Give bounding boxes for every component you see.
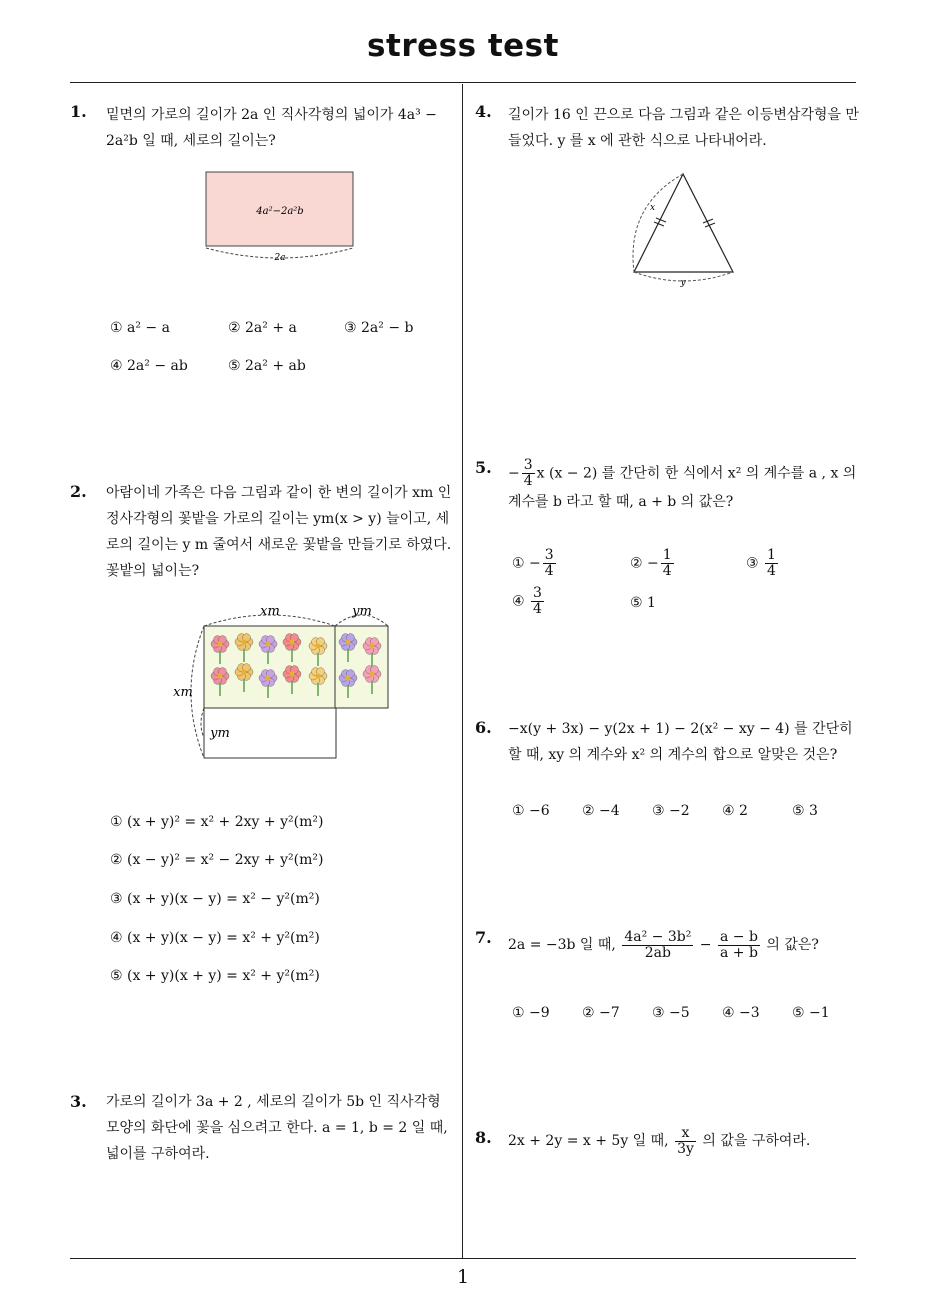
q3-number: 3. — [70, 1092, 87, 1111]
q8-fraction — [675, 1126, 696, 1157]
q5-option-4-numerator: 3 — [533, 585, 542, 601]
q7-fraction-2-numerator: a − b — [719, 928, 758, 945]
q5-option-1-numerator: 3 — [544, 547, 554, 563]
q7-fraction-1 — [622, 930, 693, 961]
q5-option-2-fraction — [661, 548, 674, 579]
q5-option-3-numerator: 1 — [767, 547, 776, 563]
q8-number: 8. — [475, 1128, 492, 1147]
q4-text: 길이가 16 인 끈으로 다음 그림과 같은 이등변삼각형을 만들었다. y 를 x 에 관한 식으로 나타내어라. — [508, 107, 859, 149]
q1-option-1[interactable]: ① a² − a — [110, 320, 170, 336]
q5-option-5-value: 1 — [647, 595, 656, 611]
q5-option-4-mark: ④ — [512, 593, 525, 610]
q5-option-2-numerator: 1 — [662, 547, 672, 563]
q2-text: 아람이네 가족은 다음 그림과 같이 한 변의 길이가 xm 인 정사각형의 꽃밭을 가로의 길이는 ym(x > y) 늘이고, 세로의 길이는 y m 줄여서 새로운 꽃밭을 만들기로 하였다. 꽃밭의 넓이는? — [106, 485, 452, 579]
q5-option-1-mark: ① — [512, 555, 525, 572]
q7-fraction-1-denominator: 2ab — [644, 944, 671, 961]
q6-option-5[interactable]: ⑤ 3 — [792, 803, 818, 819]
q2-option-5[interactable]: ⑤ (x + y)(x + y) = x² + y²(m²) — [110, 968, 320, 984]
q4-isosceles-triangle — [634, 174, 733, 272]
q5-option-1-fraction — [543, 548, 556, 579]
q2-option-4[interactable]: ④ (x + y)(x − y) = x² + y²(m²) — [110, 930, 320, 946]
q3-text: 가로의 길이가 3a + 2 , 세로의 길이가 5b 인 직사각형 모양의 화단에 꽃을 심으려고 한다. a = 1, b = 2 일 때, 넓이를 구하여라. — [106, 1094, 448, 1162]
q7-option-3[interactable]: ③ −5 — [652, 1005, 690, 1021]
q6-option-1[interactable]: ① −6 — [512, 803, 550, 819]
q7-tail: 의 값은? — [766, 937, 819, 953]
q1-option-2[interactable]: ② 2a² + a — [228, 320, 297, 336]
q5-option-1-denominator: 4 — [544, 563, 554, 579]
q6-number: 6. — [475, 718, 492, 737]
q5-option-2-denominator: 4 — [662, 563, 672, 579]
q7-fraction-2 — [718, 930, 760, 961]
q8-tail: 의 값을 구하여라. — [702, 1133, 811, 1149]
q7-text — [508, 926, 862, 964]
q1-number: 1. — [70, 102, 87, 121]
q7-option-5[interactable]: ⑤ −1 — [792, 1005, 830, 1021]
page-title: stress test — [367, 28, 559, 64]
q5-option-5-mark: ⑤ — [630, 595, 643, 611]
q4-side-label: x — [650, 203, 656, 213]
q5-number: 5. — [475, 458, 492, 477]
q7-option-2[interactable]: ② −7 — [582, 1005, 620, 1021]
q5-option-3-fraction — [765, 548, 778, 579]
q8-condition: 2x + 2y = x + 5y 일 때, — [508, 1133, 669, 1149]
q7-condition: 2a = −3b 일 때, — [508, 937, 616, 953]
q5-option-2[interactable] — [630, 548, 676, 579]
q5-option-4-denominator: 4 — [533, 601, 542, 617]
q1-area-label: 4a²−2a²b — [256, 206, 304, 217]
q7-fraction-2-denominator: a + b — [719, 944, 758, 961]
q1-option-4[interactable]: ④ 2a² − ab — [110, 358, 188, 374]
bottom-rule — [70, 1258, 856, 1259]
q2-left-x-label: xm — [173, 685, 193, 700]
q5-option-3[interactable] — [746, 548, 780, 579]
q5-option-3-mark: ③ — [746, 555, 759, 572]
q7-number: 7. — [475, 928, 492, 947]
q2-option-2[interactable]: ② (x − y)² = x² − 2xy + y²(m²) — [110, 852, 324, 868]
q8-fraction-numerator: x — [675, 1126, 696, 1142]
q6-option-3[interactable]: ③ −2 — [652, 803, 690, 819]
q7-option-1[interactable]: ① −9 — [512, 1005, 550, 1021]
q2-option-1[interactable]: ① (x + y)² = x² + 2xy + y²(m²) — [110, 814, 324, 830]
q1-rectangle-figure — [200, 168, 360, 268]
q5-fraction-numerator: 3 — [523, 457, 533, 473]
q6-option-2[interactable]: ② −4 — [582, 803, 620, 819]
q7-minus: − — [699, 937, 712, 953]
q5-option-2-mark: ② — [630, 555, 643, 572]
q8-text — [508, 1122, 862, 1160]
top-rule — [70, 82, 856, 83]
q5-fraction — [522, 458, 535, 489]
q2-number: 2. — [70, 482, 87, 501]
q1-option-3[interactable]: ③ 2a² − b — [344, 320, 414, 336]
q4-number: 4. — [475, 102, 492, 121]
page-number: 1 — [456, 1266, 470, 1288]
q4-base-label: y — [680, 278, 686, 288]
q5-option-1-sign: − — [529, 555, 541, 572]
q1-width-label: 2a — [274, 253, 286, 263]
q7-fraction-1-numerator: 4a² − 3b² — [624, 928, 692, 945]
q1-option-5[interactable]: ⑤ 2a² + ab — [228, 358, 306, 374]
q2-flowerbed-figure — [170, 600, 400, 765]
q2-option-3[interactable]: ③ (x + y)(x − y) = x² − y²(m²) — [110, 891, 320, 907]
q5-option-4-fraction — [531, 586, 544, 617]
q6-text: −x(y + 3x) − y(2x + 1) − 2(x² − xy − 4) 를 간단히 할 때, xy 의 계수와 x² 의 계수의 합으로 알맞은 것은? — [508, 721, 853, 763]
q4-triangle-figure — [620, 166, 750, 290]
q5-option-4[interactable] — [512, 586, 546, 617]
q6-option-4[interactable]: ④ 2 — [722, 803, 748, 819]
q1-text: 밑면의 가로의 길이가 2a 인 직사각형의 넓이가 4a³ − 2a²b 일 때, 세로의 길이는? — [106, 107, 437, 149]
q5-option-2-sign: − — [647, 555, 659, 572]
q5-option-1[interactable] — [512, 548, 558, 579]
column-divider — [462, 84, 463, 1258]
q5-minus: − — [508, 465, 520, 482]
q7-option-4[interactable]: ④ −3 — [722, 1005, 760, 1021]
q5-option-5[interactable] — [630, 595, 656, 611]
q2-inner-y-label: ym — [210, 726, 230, 741]
q5-text-rest: x (x − 2) 를 간단히 한 식에서 x² 의 계수를 a , x 의 계수를 b 라고 할 때, a + b 의 값은? — [508, 465, 857, 510]
q5-option-3-denominator: 4 — [767, 563, 776, 579]
q2-top-y-label: ym — [352, 604, 372, 619]
q8-fraction-denominator: 3y — [677, 1140, 694, 1157]
q2-top-x-label: xm — [260, 604, 280, 619]
q5-fraction-denominator: 4 — [523, 473, 533, 489]
q5-text — [508, 458, 862, 515]
